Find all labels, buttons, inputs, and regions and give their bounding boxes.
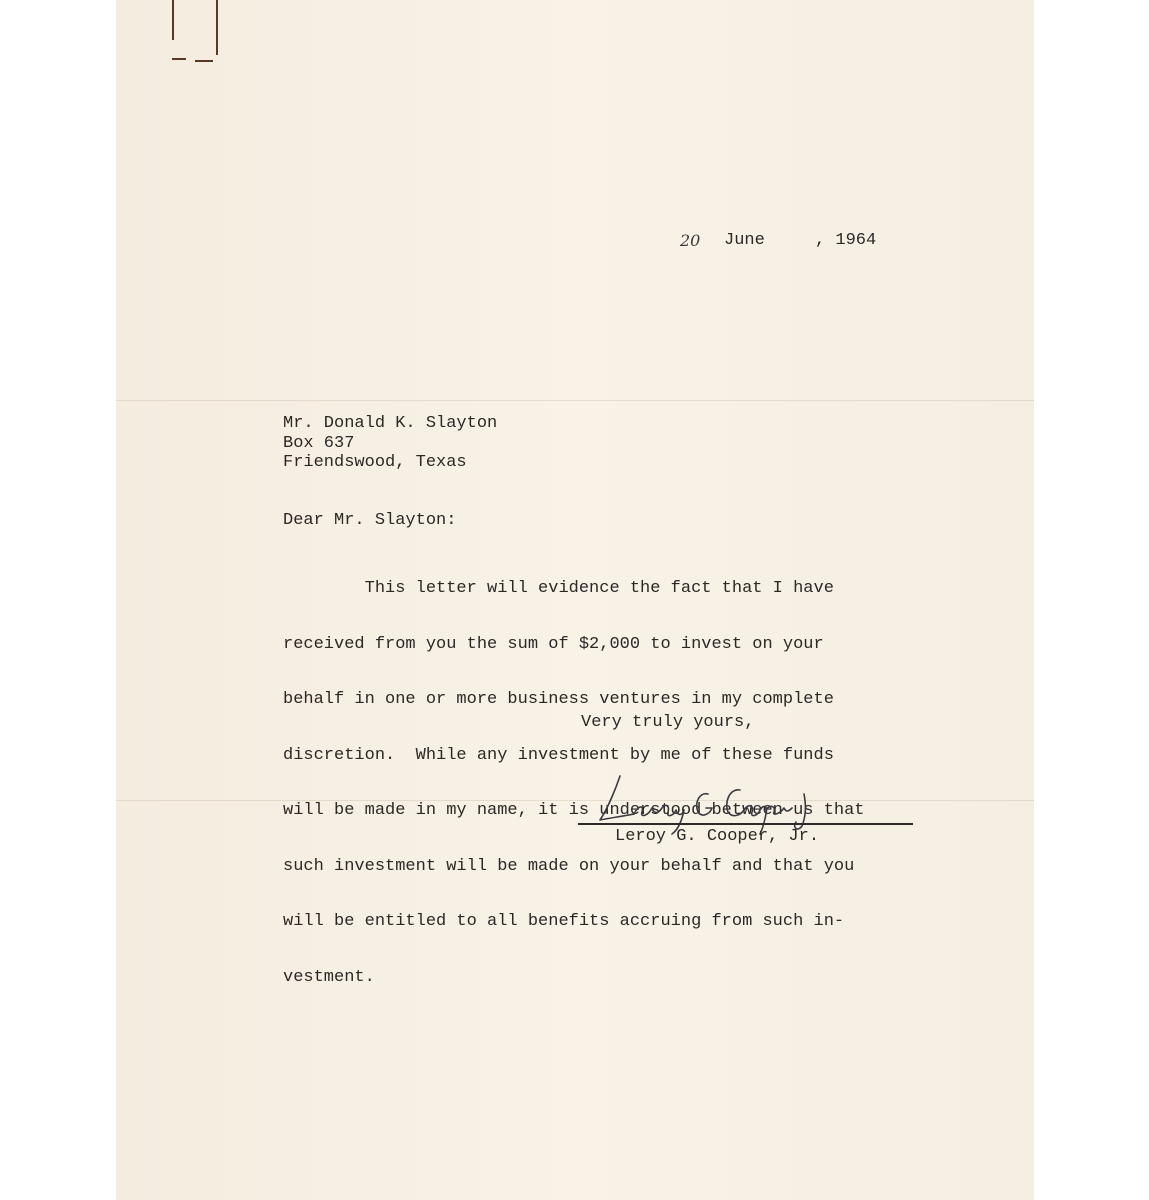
corner-mark (216, 0, 218, 55)
date-year: , 1964 (815, 231, 877, 250)
recipient-address-line2: Friendswood, Texas (283, 453, 467, 472)
salutation: Dear Mr. Slayton: (283, 511, 457, 530)
corner-mark (195, 60, 213, 62)
closing: Very truly yours, (581, 713, 755, 732)
body-line: received from you the sum of $2,000 to invest on your (283, 634, 824, 654)
date-month: June (724, 231, 765, 250)
typed-signature-name: Leroy G. Cooper, Jr. (615, 827, 820, 846)
date-day: 20 (680, 231, 701, 250)
recipient-name: Mr. Donald K. Slayton (283, 414, 498, 433)
corner-mark (172, 58, 186, 60)
fold-line (116, 400, 1034, 401)
corner-mark (172, 0, 174, 40)
body-line: will be entitled to all benefits accruing from such in- (283, 912, 845, 931)
recipient-address-line1: Box 637 (283, 434, 355, 453)
body-line: discretion. While any investment by me of these funds (283, 745, 834, 765)
signature-line (578, 823, 913, 825)
body-line: vestment. (283, 967, 375, 987)
body-line: such investment will be made on your behalf and that you (283, 856, 855, 876)
body-line: will be made in my name, it is understood between us that (283, 801, 865, 820)
body-line: behalf in one or more business ventures in my complete (283, 690, 834, 709)
body-line: This letter will evidence the fact that I have (283, 579, 834, 598)
